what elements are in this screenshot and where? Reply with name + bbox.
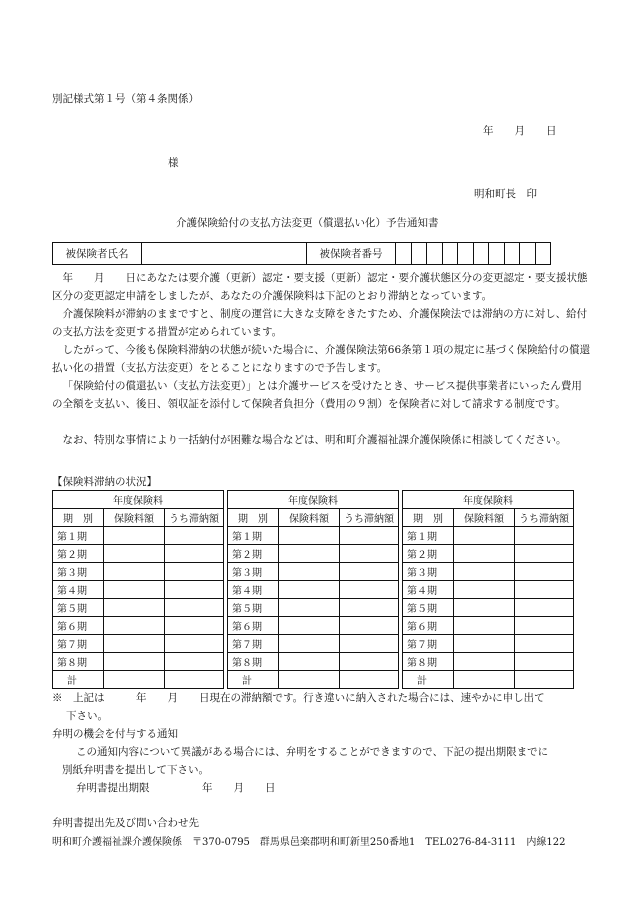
- addressee: 様: [168, 157, 179, 169]
- premium-amount-cell[interactable]: [279, 653, 340, 671]
- period-label: 第７期: [403, 635, 454, 653]
- arrears-amount-cell[interactable]: [515, 635, 574, 653]
- document-title: 介護保険給付の支払方法変更（償還払い化）予告通知書: [176, 217, 439, 229]
- issuer: 明和町長 印: [474, 188, 537, 200]
- period-label: 第４期: [403, 581, 454, 599]
- total-label: 計: [403, 671, 454, 689]
- paragraph-1: 年 月 日にあなたは要介護（更新）認定・要支援（更新）認定・要介護状態区分の変更認定・要支援状態区分の変更認定申請をしましたが、あなたの介護保険料は下記のとおり滞納となっています。: [52, 272, 588, 302]
- arrears-amount-cell[interactable]: [165, 599, 224, 617]
- premium-amount-cell[interactable]: [454, 599, 515, 617]
- premium-amount-cell[interactable]: [454, 635, 515, 653]
- paragraph-5: なお、特別な事情により一括納付が困難な場合などは、明和町介護福祉課介護保険係に相談してください。: [62, 434, 567, 446]
- period-label: 第５期: [53, 599, 104, 617]
- status-heading: 【保険料滞納の状況】: [52, 476, 157, 488]
- status-table: [52, 490, 224, 689]
- arrears-amount-cell[interactable]: [340, 599, 399, 617]
- period-label: 第１期: [403, 527, 454, 545]
- contact-info: 明和町介護福祉課介護保険係 〒370-0795 群馬県邑楽郡明和町新里250番地1 TEL0276-84-3111 内線122: [52, 837, 566, 848]
- insured-info-table: [52, 242, 551, 265]
- period-label: 第２期: [53, 545, 104, 563]
- appeal-heading: 弁明の機会を付与する通知: [52, 728, 178, 740]
- insured-number-digit[interactable]: [489, 243, 505, 265]
- total-label: 計: [53, 671, 104, 689]
- year-label: 年度保険料: [53, 491, 224, 509]
- arrears-amount-cell[interactable]: [165, 545, 224, 563]
- status-table: [227, 490, 399, 689]
- paragraph-4: 「保険給付の償還払い（支払方法変更）」とは介護サービスを受けたとき、サービス提供事業者にいったん費用の全額を支払い、後日、領収証を添付して保険者負担分（費用の９割）を保険者に対して請求する制度です。: [52, 380, 582, 410]
- arrears-total-cell[interactable]: [340, 671, 399, 689]
- column-header: うち滞納額: [165, 509, 224, 527]
- deadline: 弁明書提出期限 年 月 日: [76, 782, 276, 794]
- period-label: 第８期: [228, 653, 279, 671]
- arrears-total-cell[interactable]: [515, 671, 574, 689]
- premium-amount-cell[interactable]: [279, 581, 340, 599]
- arrears-amount-cell[interactable]: [515, 581, 574, 599]
- column-header: 保険料額: [104, 509, 165, 527]
- period-label: 第３期: [403, 563, 454, 581]
- column-header: 期 別: [53, 509, 104, 527]
- arrears-amount-cell[interactable]: [515, 545, 574, 563]
- arrears-amount-cell[interactable]: [515, 599, 574, 617]
- arrears-amount-cell[interactable]: [165, 653, 224, 671]
- arrears-amount-cell[interactable]: [340, 653, 399, 671]
- period-label: 第２期: [228, 545, 279, 563]
- premium-amount-cell[interactable]: [104, 563, 165, 581]
- insured-number-digit[interactable]: [396, 243, 412, 265]
- year-label: 年度保険料: [403, 491, 574, 509]
- appeal-line-1: この通知内容について異議がある場合には、弁明をすることができますので、下記の提出期限までに: [76, 746, 549, 758]
- period-label: 第１期: [53, 527, 104, 545]
- appeal-line-2: 別紙弁明書を提出して下さい。: [62, 764, 209, 776]
- form-number: 別記様式第１号（第４条関係）: [52, 93, 199, 105]
- insured-number-digit[interactable]: [411, 243, 427, 265]
- premium-amount-cell[interactable]: [104, 581, 165, 599]
- period-label: 第４期: [228, 581, 279, 599]
- premium-amount-cell[interactable]: [454, 527, 515, 545]
- column-header: 保険料額: [454, 509, 515, 527]
- premium-amount-cell[interactable]: [454, 617, 515, 635]
- premium-amount-cell[interactable]: [279, 563, 340, 581]
- insured-number-digit[interactable]: [442, 243, 458, 265]
- arrears-amount-cell[interactable]: [515, 563, 574, 581]
- column-header: うち滞納額: [515, 509, 574, 527]
- arrears-amount-cell[interactable]: [340, 527, 399, 545]
- arrears-amount-cell[interactable]: [165, 617, 224, 635]
- arrears-amount-cell[interactable]: [515, 527, 574, 545]
- arrears-amount-cell[interactable]: [340, 581, 399, 599]
- arrears-amount-cell[interactable]: [165, 563, 224, 581]
- premium-amount-cell[interactable]: [104, 635, 165, 653]
- premium-amount-cell[interactable]: [104, 653, 165, 671]
- insured-number-digit[interactable]: [504, 243, 520, 265]
- arrears-amount-cell[interactable]: [165, 635, 224, 653]
- insured-number-digit[interactable]: [473, 243, 489, 265]
- premium-amount-cell[interactable]: [279, 545, 340, 563]
- arrears-amount-cell[interactable]: [340, 635, 399, 653]
- total-label: 計: [228, 671, 279, 689]
- arrears-amount-cell[interactable]: [340, 563, 399, 581]
- premium-total-cell[interactable]: [104, 671, 165, 689]
- arrears-amount-cell[interactable]: [340, 617, 399, 635]
- period-label: 第６期: [403, 617, 454, 635]
- arrears-total-cell[interactable]: [165, 671, 224, 689]
- premium-amount-cell[interactable]: [454, 545, 515, 563]
- premium-amount-cell[interactable]: [104, 545, 165, 563]
- period-label: 第４期: [53, 581, 104, 599]
- column-header: うち滞納額: [340, 509, 399, 527]
- premium-total-cell[interactable]: [454, 671, 515, 689]
- status-table: [402, 490, 574, 689]
- insured-name-label: 被保険者氏名: [53, 243, 142, 265]
- note-line-2: 下さい。: [66, 710, 108, 722]
- column-header: 期 別: [403, 509, 454, 527]
- period-label: 第８期: [53, 653, 104, 671]
- paragraph-2: 介護保険料が滞納のままですと、制度の運営に大きな支障をきたすため、介護保険法では滞納の方に対し、給付の支払方法を変更する措置が定められています。: [52, 308, 588, 338]
- column-header: 期 別: [228, 509, 279, 527]
- period-label: 第２期: [403, 545, 454, 563]
- insured-number-digit[interactable]: [427, 243, 443, 265]
- premium-amount-cell[interactable]: [279, 635, 340, 653]
- date-line: 年 月 日: [483, 125, 557, 137]
- premium-amount-cell[interactable]: [454, 581, 515, 599]
- premium-amount-cell[interactable]: [454, 563, 515, 581]
- insured-number-digit[interactable]: [458, 243, 474, 265]
- period-label: 第６期: [53, 617, 104, 635]
- period-label: 第７期: [53, 635, 104, 653]
- premium-amount-cell[interactable]: [279, 617, 340, 635]
- insured-name-field[interactable]: [142, 243, 307, 265]
- period-label: 第６期: [228, 617, 279, 635]
- period-label: 第７期: [228, 635, 279, 653]
- period-label: 第３期: [228, 563, 279, 581]
- premium-amount-cell[interactable]: [104, 599, 165, 617]
- premium-amount-cell[interactable]: [279, 527, 340, 545]
- insured-number-digit[interactable]: [520, 243, 536, 265]
- period-label: 第８期: [403, 653, 454, 671]
- year-label: 年度保険料: [228, 491, 399, 509]
- contact-heading: 弁明書提出先及び問い合わせ先: [52, 817, 199, 829]
- arrears-amount-cell[interactable]: [515, 653, 574, 671]
- premium-amount-cell[interactable]: [279, 599, 340, 617]
- insured-number-label: 被保険者番号: [307, 243, 396, 265]
- insured-number-digit[interactable]: [535, 243, 551, 265]
- period-label: 第５期: [228, 599, 279, 617]
- premium-total-cell[interactable]: [279, 671, 340, 689]
- arrears-amount-cell[interactable]: [165, 527, 224, 545]
- column-header: 保険料額: [279, 509, 340, 527]
- arrears-amount-cell[interactable]: [165, 581, 224, 599]
- premium-amount-cell[interactable]: [104, 527, 165, 545]
- paragraph-3: したがって、今後も保険料滞納の状態が続いた場合に、介護保険法第66条第１項の規定に基づく保険給付の償還払い化の措置（支払方法変更）をとることになりますので予告します。: [52, 344, 591, 374]
- period-label: 第１期: [228, 527, 279, 545]
- premium-amount-cell[interactable]: [454, 653, 515, 671]
- premium-amount-cell[interactable]: [104, 617, 165, 635]
- period-label: 第３期: [53, 563, 104, 581]
- arrears-amount-cell[interactable]: [340, 545, 399, 563]
- note-line-1: ※ 上記は 年 月 日現在の滞納額です。行き違いに納入された場合には、速やかに申し出て: [52, 692, 545, 704]
- arrears-amount-cell[interactable]: [515, 617, 574, 635]
- period-label: 第５期: [403, 599, 454, 617]
